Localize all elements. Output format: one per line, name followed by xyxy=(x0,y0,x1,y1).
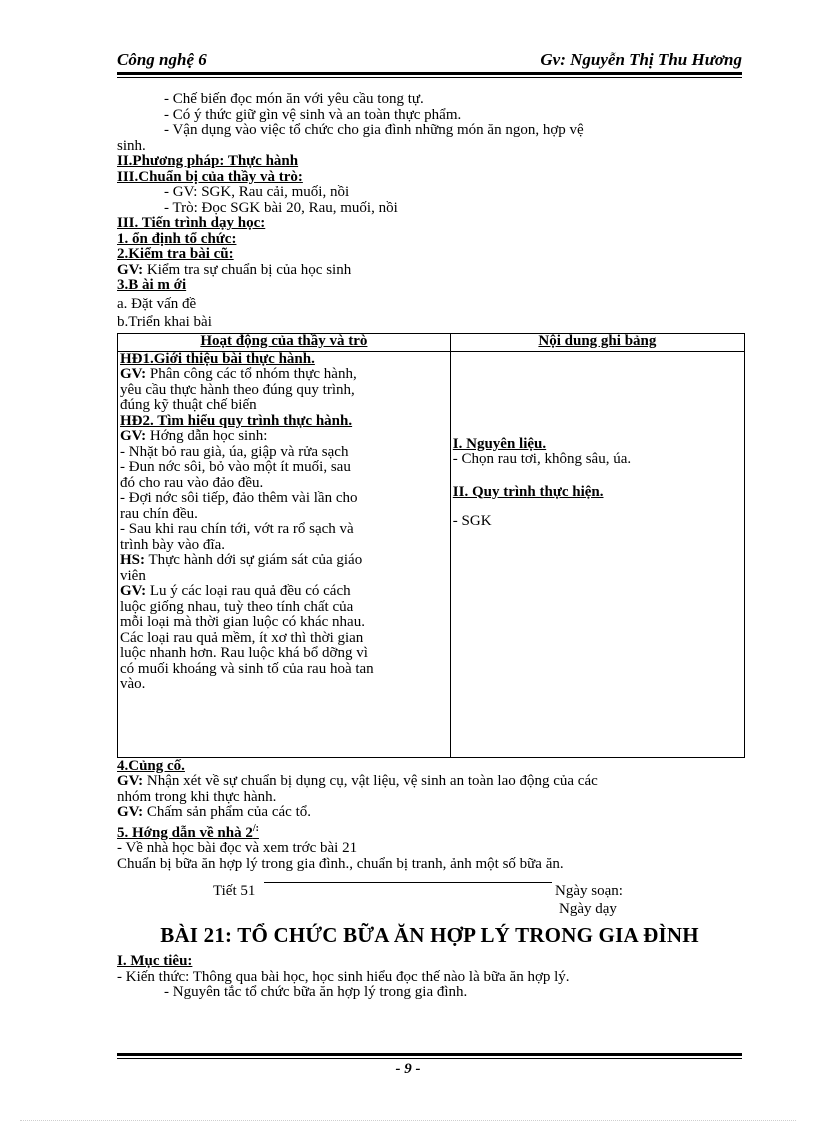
intro-line: - Vận dụng vào việc tổ chức cho gia đình những món ăn ngon, hợp vệ xyxy=(164,122,584,138)
right-heading-process: II. Quy trình thực hiện. xyxy=(452,483,604,500)
page-edge-dotted-line xyxy=(20,1120,796,1121)
gv-note-line: mỗi loại mà thời gian luộc có khác nhau. xyxy=(120,614,365,630)
hd2-line: - Sau khi rau chín tới, vớt ra rổ sạch và xyxy=(120,521,354,537)
gv-note-line xyxy=(120,584,448,600)
content-cell xyxy=(450,351,744,757)
lesson-divider xyxy=(264,882,552,883)
gv-note-line: luộc giống nhau, tuỳ theo tính chất của xyxy=(120,598,354,615)
hd2-line: trình bày vào đĩa. xyxy=(120,536,225,553)
footer-rule-thick xyxy=(117,1053,742,1056)
step2-line xyxy=(117,263,742,279)
intro-tail: sinh. xyxy=(117,137,146,154)
hd1-line: yêu cầu thực hành theo đúng quy trình, xyxy=(120,381,355,398)
lesson-plan-table xyxy=(117,333,745,758)
page-number: - 9 - xyxy=(395,1061,421,1077)
right-text-ingredients: - Chọn rau tơi, không sâu, úa. xyxy=(452,451,632,467)
document-body xyxy=(117,92,742,1001)
page-header xyxy=(117,48,742,70)
step2-text: Kiểm tra sự chuẩn bị của học sinh xyxy=(143,261,352,278)
gv-label: GV: xyxy=(117,261,144,278)
header-rule-thick xyxy=(117,72,742,75)
hs-line xyxy=(120,553,448,569)
lesson-prep-date: Ngày soạn: xyxy=(555,883,623,899)
gv-label: GV: xyxy=(120,428,147,444)
home-heading-sup: /: xyxy=(252,822,259,834)
hd1-text: Phân công các tổ nhóm thực hành, xyxy=(146,366,357,382)
step3-b: b.Triển khai bài xyxy=(117,314,212,330)
gv-note-text: Lu ý các loại rau quả đều có cách xyxy=(146,583,351,599)
gv-label: GV: xyxy=(120,583,147,599)
process-heading: III. Tiến trình dạy học: xyxy=(117,215,266,231)
lesson-info-row xyxy=(117,882,742,918)
home-heading xyxy=(117,821,742,842)
intro-line: - Có ý thức giữ gìn vệ sinh và an toàn thực phẩm. xyxy=(164,106,462,123)
activity-cell xyxy=(118,351,451,757)
consolidate-line: nhóm trong khi thực hành. xyxy=(117,788,277,805)
header-teacher: Gv: Nguyễn Thị Thu Hương xyxy=(540,50,742,69)
method-heading: II.Phương pháp: Thực hành xyxy=(117,153,299,169)
header-subject: Công nghệ 6 xyxy=(117,50,207,69)
col-content-header: Nội dung ghi bảng xyxy=(450,333,744,351)
gv-label: GV: xyxy=(117,773,144,789)
lesson-title: BÀI 21: TỔ CHỨC BỮA ĂN HỢP LÝ TRONG GIA ĐÌNH xyxy=(160,923,699,947)
objective-line: - Nguyên tắc tổ chức bữa ăn hợp lý trong gia đình. xyxy=(164,984,468,1000)
consolidate-heading: 4.Củng cố. xyxy=(117,757,185,774)
step1-heading: 1. ổn định tổ chức: xyxy=(117,230,237,247)
prep-item: - Trò: Đọc SGK bài 20, Rau, muối, nồi xyxy=(164,199,398,216)
consolidate-line xyxy=(117,805,742,821)
home-line: - Về nhà học bài đọc và xem trớc bài 21 xyxy=(117,840,358,856)
footer-rule-thin xyxy=(117,1058,742,1059)
step2-heading: 2.Kiểm tra bài cũ: xyxy=(117,246,234,262)
hd2-line: đó cho rau vào đảo đều. xyxy=(120,474,264,491)
lesson-teach-date: Ngày dạy xyxy=(559,901,617,917)
step3-a: a. Đặt vấn đề xyxy=(117,295,197,312)
home-heading-text: 5. Hớng dẫn về nhà 2 xyxy=(117,824,253,841)
hd2-line: - Đun nớc sôi, bỏ vào một ít muối, sau xyxy=(120,459,351,475)
gv-note-line: Các loại rau quả mềm, ít xơ thì thời gian xyxy=(120,629,364,646)
prep-heading: III.Chuẩn bị của thầy và trò: xyxy=(117,168,303,185)
hd2-intro-text: Hớng dẫn học sinh: xyxy=(146,428,268,444)
home-line: Chuẩn bị bữa ăn hợp lý trong gia đình., chuẩn bị tranh, ảnh một số bữa ăn. xyxy=(117,855,564,872)
gv-label: GV: xyxy=(117,804,144,820)
gv-note-line: có muối khoáng và sinh tố của rau hoà tan xyxy=(120,660,374,677)
hd2-line: rau chín đều. xyxy=(120,505,198,522)
hd2-heading: HĐ2. Tìm hiểu quy trình thực hành. xyxy=(120,412,353,429)
col-activity-header: Hoạt động của thầy và trò xyxy=(118,333,451,351)
right-text-sgk: - SGK xyxy=(452,513,492,529)
hd1-line xyxy=(120,367,448,383)
header-rule-thin xyxy=(117,77,742,78)
lesson-period: Tiết 51 xyxy=(213,883,256,899)
consolidate-text: Chấm sản phẩm của các tổ. xyxy=(143,804,311,820)
consolidate-line xyxy=(117,774,742,790)
consolidate-text: Nhận xét về sự chuẩn bị dụng cụ, vật liệu, vệ sinh an toàn lao động của các xyxy=(143,773,598,789)
hs-label: HS: xyxy=(120,552,146,568)
intro-line: - Chế biến đọc món ăn với yêu cầu tong tự. xyxy=(164,91,424,107)
right-heading-ingredients: I. Nguyên liệu. xyxy=(452,435,547,452)
gv-note-line: luộc nhanh hơn. Rau luộc khá bổ dỡng vì xyxy=(120,645,368,661)
hd2-line: - Nhặt bỏ rau già, úa, giập và rửa sạch xyxy=(120,443,349,460)
hs-text: Thực hành dới sự giám sát của giáo xyxy=(145,552,363,568)
objective-heading: I. Mục tiêu: xyxy=(117,953,193,969)
hd2-intro xyxy=(120,429,448,445)
table-header-row xyxy=(118,333,745,351)
prep-item: - GV: SGK, Rau cải, muối, nồi xyxy=(164,184,350,200)
hd1-line: đúng kỹ thuật chế biến xyxy=(120,397,257,413)
hs-line: viên xyxy=(120,567,146,584)
table-body-row xyxy=(118,351,745,757)
objective-line: - Kiến thức: Thông qua bài học, học sinh hiểu đọc thế nào là bữa ăn hợp lý. xyxy=(117,968,570,985)
step3-heading: 3.B ài m ới xyxy=(117,277,187,293)
hd2-line: - Đợi nớc sôi tiếp, đảo thêm vài lần cho xyxy=(120,490,358,506)
gv-note-line: vào. xyxy=(120,676,146,692)
gv-label: GV: xyxy=(120,366,147,382)
hd1-heading: HĐ1.Giới thiệu bài thực hành. xyxy=(120,350,315,367)
